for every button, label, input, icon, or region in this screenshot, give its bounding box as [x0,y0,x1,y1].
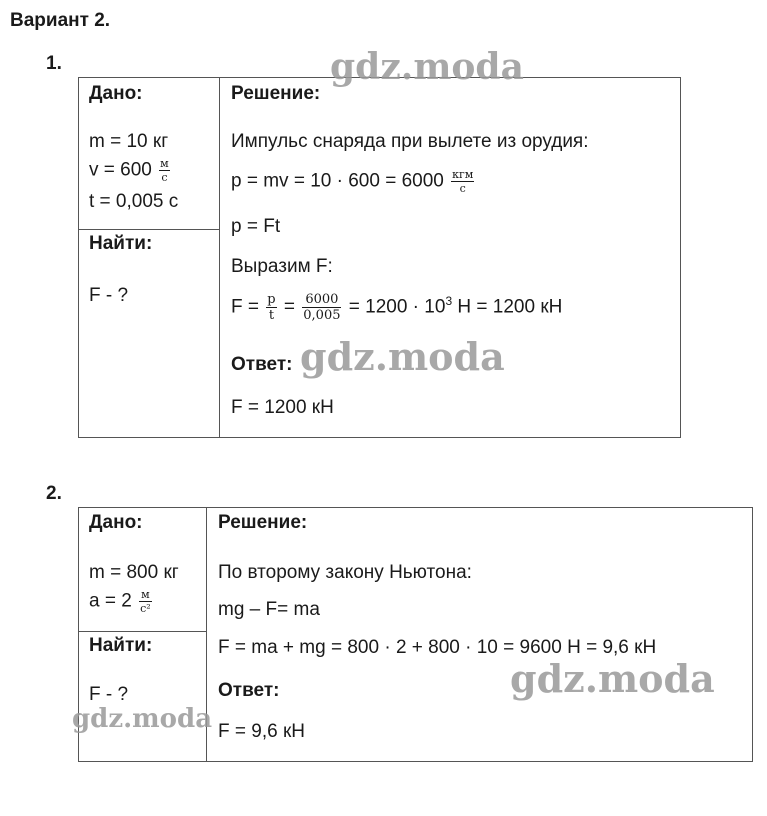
answer-value: F = 1200 кН [231,397,334,418]
problem-2-given-divider [78,631,206,632]
page-title: Вариант 2. [10,10,111,31]
problem-1-number: 1. [46,53,62,74]
given-label: Дано: [89,512,143,533]
solution-line-3: F = ma + mg = 800 · 2 + 800 · 10 = 9600 Н = 9,6 кН [218,637,657,658]
given-label: Дано: [89,83,143,104]
find-value: F - ? [89,684,129,705]
given-mass: m = 10 кг [89,131,169,152]
given-acceleration: a = 2 $\frac{м}{\text{с²}}$ [89,588,151,615]
solution-line-1: По второму закону Ньютона: [218,562,472,583]
solution-label: Решение: [231,83,321,104]
watermark-logo: gdz.moda [72,704,213,734]
find-label: Найти: [89,233,153,254]
given-velocity: v = 600 $\frac{м}{с}$ [89,157,169,184]
solution-line-2: p = mv = 10 · 600 = 6000 $\frac{\text{кгм}}{с}$ [231,168,474,195]
solution-line-4: Выразим F: [231,256,333,277]
find-value: F - ? [89,285,129,306]
problem-1-given-divider [78,229,219,230]
solution-line-1: Импульс снаряда при вылете из орудия: [231,131,589,152]
problem-2-number: 2. [46,483,62,504]
solution-label: Решение: [218,512,308,533]
solution-line-5: F = $\frac{p}{t}$ = $\frac{6000}{0,005}$ = $1200 \cdot 10^3$ Н = 1200 кН [231,292,563,323]
watermark-logo: gdz.moda [330,46,524,88]
given-mass: m = 800 кг [89,562,179,583]
solution-line-3: p = Ft [231,216,281,237]
watermark-logo: gdz.moda [300,334,505,379]
watermark-logo: gdz.moda [510,656,715,701]
problem-1-divider [219,77,220,438]
answer-label: Ответ: [231,354,293,375]
given-time: t = 0,005 с [89,191,179,212]
find-label: Найти: [89,635,153,656]
answer-value: F = 9,6 кН [218,721,305,742]
solution-line-2: mg – F= ma [218,599,320,620]
answer-label: Ответ: [218,680,280,701]
